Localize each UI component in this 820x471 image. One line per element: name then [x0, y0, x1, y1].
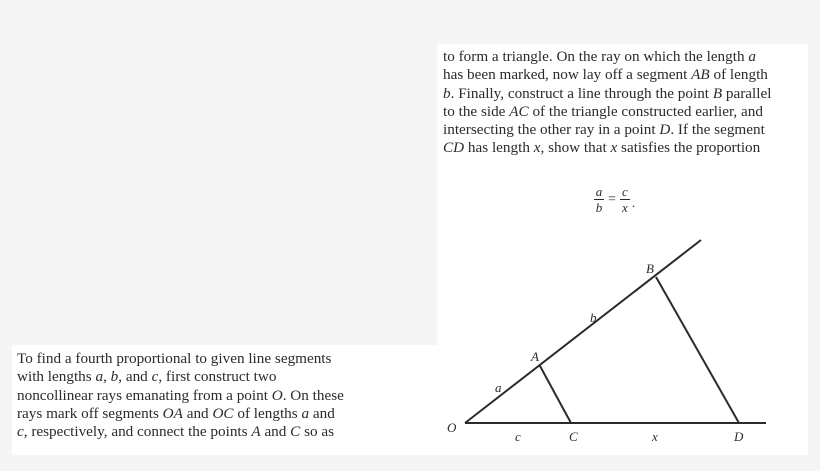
segment-bd	[656, 277, 739, 423]
label-D: D	[734, 429, 744, 444]
text-line: intersecting the other ray in a point D. If the segment	[443, 121, 765, 139]
label-B: B	[646, 261, 654, 276]
ray-oa-ob	[465, 240, 701, 423]
numerator-c: c	[622, 184, 628, 199]
label-c: c	[515, 429, 521, 444]
construction-lines	[465, 240, 766, 423]
label-O: O	[447, 420, 457, 435]
label-x: x	[652, 429, 658, 444]
segment-ac	[540, 366, 571, 423]
text-line: noncollinear rays emanating from a point O. On these	[17, 386, 344, 404]
label-A: A	[531, 349, 539, 364]
period: .	[631, 194, 636, 210]
text-line: b. Finally, construct a line through the point B parallel	[443, 84, 772, 102]
label-b: b	[590, 310, 597, 325]
equals-sign: =	[608, 191, 616, 207]
text-line: with lengths a, b, and c, first construct two	[17, 368, 277, 386]
text-line: CD has length x, show that x satisfies the proportion	[443, 139, 761, 157]
text-line: c, respectively, and connect the points A and C so as	[17, 423, 335, 441]
denominator-b: b	[595, 200, 603, 215]
text-line: To find a fourth proportional to given line segments	[17, 350, 332, 367]
text-line: to the side AC of the triangle constructed earlier, and	[443, 102, 763, 120]
numerator-a: a	[595, 184, 603, 199]
text-line: to form a triangle. On the ray on which the length a	[443, 48, 756, 65]
text-line: has been marked, now lay off a segment AB of length	[443, 66, 768, 84]
label-a: a	[495, 380, 502, 395]
label-C: C	[569, 429, 578, 444]
denominator-x: x	[622, 200, 628, 215]
text-line: rays mark off segments OA and OC of lengths a and	[17, 404, 335, 422]
